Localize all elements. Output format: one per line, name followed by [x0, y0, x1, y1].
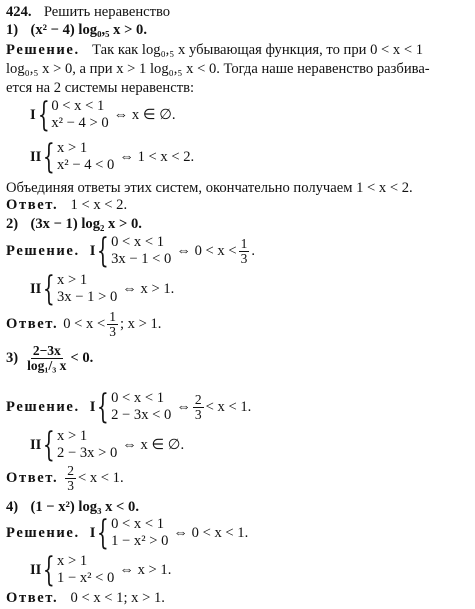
problem-number: 424.: [6, 4, 32, 20]
part1-combine: Объединяя ответы этих систем, окончательно получаем 1 < x < 2.: [6, 180, 413, 196]
brace-icon: {: [97, 231, 110, 271]
brace-icon: {: [43, 137, 56, 177]
answer-label: Ответ.: [6, 316, 59, 332]
part2-system-2: [30, 269, 175, 309]
brace-icon: {: [43, 550, 56, 590]
system-label: II: [30, 280, 42, 297]
part1-solution-label: Решение.: [6, 42, 80, 58]
fraction-denominator: 3: [67, 478, 74, 493]
answer-value: 0 < x < 1; x > 1.: [70, 590, 165, 606]
problem-header: [6, 4, 170, 20]
system-row: 0 < x < 1: [51, 98, 105, 114]
fraction-numerator: 2: [194, 391, 202, 407]
part4-system-1: [6, 513, 249, 553]
answer-value-end: < x < 1.: [77, 470, 124, 486]
part1-statement: [6, 22, 147, 38]
fraction-denominator: 3: [240, 250, 248, 266]
system-label: I: [89, 524, 96, 541]
answer-label: Ответ.: [6, 197, 59, 213]
system-row: 0 < x < 1: [111, 516, 165, 532]
system-rows: [111, 234, 171, 268]
system-rows: [51, 98, 108, 132]
system-result: ⇔ 0 < x < 1.: [173, 524, 249, 541]
answer-label: Ответ.: [6, 590, 59, 606]
fraction: [193, 393, 204, 422]
system-row: 1 − x² < 0: [57, 570, 115, 586]
brace-icon: {: [37, 95, 50, 135]
part3-system-1: [6, 387, 252, 427]
brace-icon: {: [97, 387, 110, 427]
part2-system-1: [6, 231, 255, 271]
problem-title: Решить неравенство: [43, 4, 171, 20]
system-result: ⇔: [176, 398, 191, 415]
part2-expression: (3x − 1) log₂ x > 0.: [30, 216, 142, 232]
part2-answer: [6, 310, 161, 339]
fraction-denominator: 3: [194, 406, 202, 422]
fraction: [25, 344, 68, 373]
system-row: x > 1: [57, 140, 88, 156]
part2-solution-label: Решение.: [6, 242, 80, 259]
system-row: 2 − 3x > 0: [57, 445, 118, 461]
system-result: ⇔ x ∈ ∅.: [122, 437, 185, 453]
fraction: [65, 464, 76, 493]
part1-system-1: [30, 95, 176, 135]
system-row: x² − 4 > 0: [51, 115, 109, 131]
part3-solution-label: Решение.: [6, 398, 80, 415]
system-label: II: [30, 148, 42, 165]
answer-label: Ответ.: [6, 470, 59, 486]
part1-label: 1): [6, 22, 19, 38]
part2-label: 2): [6, 216, 19, 232]
system-result-end: < x < 1.: [205, 398, 252, 415]
part3-system-2: [30, 425, 185, 465]
part4-solution-label: Решение.: [6, 524, 80, 541]
answer-value: 0 < x <: [63, 316, 106, 332]
fraction: [239, 237, 250, 266]
system-rows: [57, 272, 117, 306]
part1-expression: (x² − 4) log₀,₅ x > 0.: [30, 22, 147, 38]
part3-expression-end: < 0.: [70, 350, 94, 366]
system-row: x > 1: [57, 428, 88, 444]
system-result: ⇔ x > 1.: [119, 561, 172, 578]
system-rows: [111, 390, 171, 424]
system-row: x² − 4 < 0: [57, 157, 115, 173]
system-label: I: [89, 398, 96, 415]
part4-label: 4): [6, 499, 19, 515]
system-rows: [111, 516, 168, 550]
system-row: 1 − x² > 0: [111, 533, 169, 549]
system-row: 3x − 1 < 0: [111, 251, 172, 267]
fraction: [107, 310, 118, 339]
system-result: ⇔ 0 < x <: [176, 242, 237, 259]
system-label: I: [30, 106, 36, 123]
system-row: x > 1: [57, 553, 88, 569]
part1-solution-line1: [6, 42, 423, 58]
part4-answer: [6, 590, 165, 606]
system-label: I: [89, 242, 96, 259]
brace-icon: {: [43, 425, 56, 465]
system-row: 0 < x < 1: [111, 234, 165, 250]
system-row: 3x − 1 > 0: [57, 289, 118, 305]
part3-answer: [6, 464, 124, 493]
brace-icon: {: [97, 513, 110, 553]
system-rows: [57, 140, 114, 174]
part1-system-2: [30, 137, 195, 177]
fraction-numerator: 2−3x: [32, 343, 61, 358]
system-row: x > 1: [57, 272, 88, 288]
answer-value-end: ; x > 1.: [119, 316, 162, 332]
fraction-numerator: 1: [240, 235, 248, 251]
part4-system-2: [30, 550, 172, 590]
answer-value: 1 < x < 2.: [70, 197, 128, 213]
brace-icon: {: [43, 269, 56, 309]
fraction-numerator: 1: [109, 309, 116, 324]
system-result-end: .: [251, 242, 255, 259]
part3-label: 3): [6, 350, 19, 366]
system-rows: [57, 428, 117, 462]
part1-answer: [6, 197, 127, 213]
part3-statement: [6, 344, 93, 373]
part1-solution-line3: ется на 2 системы неравенств:: [6, 80, 195, 96]
system-result: ⇔ x > 1.: [122, 280, 175, 297]
part1-solution-line2: log₀,₅ x > 0, а при x > 1 log₀,₅ x < 0. Тогда наше неравенство разбива-: [6, 61, 430, 77]
fraction-denominator: 3: [109, 324, 116, 339]
system-label: II: [30, 561, 42, 578]
part1-solution-text1: Так как log₀,₅ x убывающая функция, то при 0 < x < 1: [92, 42, 424, 58]
system-rows: [57, 553, 114, 587]
part2-statement: [6, 216, 142, 232]
fraction-numerator: 2: [67, 463, 74, 478]
system-row: 0 < x < 1: [111, 390, 165, 406]
system-row: 2 − 3x < 0: [111, 407, 172, 423]
fraction-denominator: log₁/₃ x: [27, 358, 67, 373]
system-result: ⇔ 1 < x < 2.: [119, 148, 195, 165]
system-label: II: [30, 436, 42, 453]
part4-statement: [6, 499, 139, 515]
system-result: ⇔ x ∈ ∅.: [113, 107, 176, 123]
part4-expression: (1 − x²) log₃ x < 0.: [30, 499, 139, 515]
